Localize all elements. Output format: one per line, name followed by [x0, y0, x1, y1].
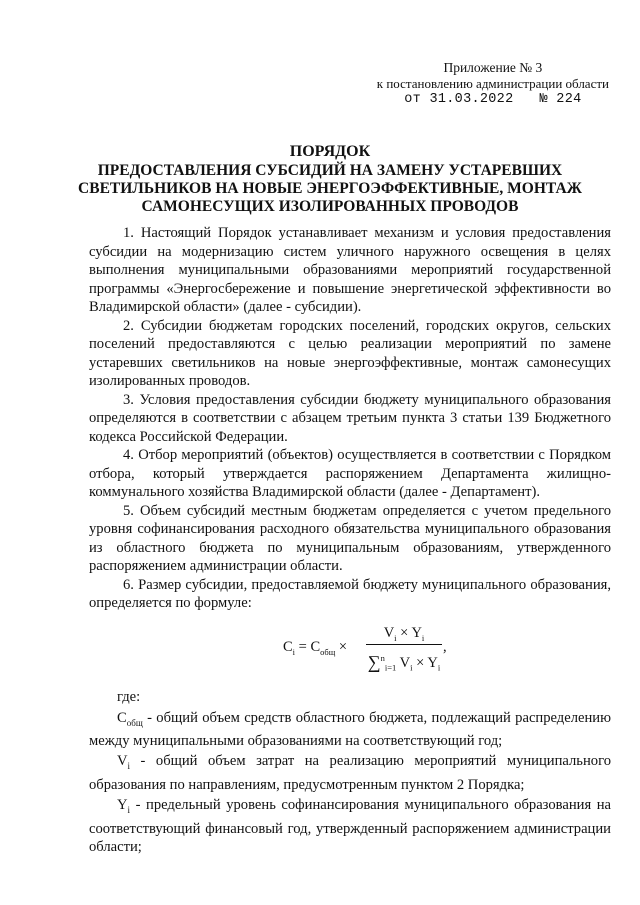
title-line-1: ПРЕДОСТАВЛЕНИЯ СУБСИДИЙ НА ЗАМЕНУ УСТАРЕВШИХ [97, 162, 563, 179]
formula-c-total-sub: общ [320, 646, 336, 657]
appendix-reference: к постановлению администрации области [376, 76, 609, 91]
formula-lhs [283, 639, 347, 657]
num-y: Y [411, 625, 422, 641]
subsidy-formula [283, 624, 483, 672]
legend-y-text: - предельный уровень софинансирования муниципального образования на соответствующий финансовый год, утвержденный распоряжением администрации области; [89, 797, 611, 856]
formula-times: × [335, 639, 348, 655]
den-times: × [412, 654, 428, 671]
title-heading: ПОРЯДОК [289, 143, 371, 160]
formula-c: C [283, 639, 293, 655]
formula-c-sub: i [292, 646, 296, 657]
fraction-bar [366, 644, 442, 645]
appendix-number: Приложение № 3 [443, 60, 543, 75]
legend-c-total [89, 709, 611, 751]
formula-legend [89, 688, 611, 857]
legend-where: где: [117, 689, 141, 705]
title-line-3: САМОНЕСУЩИХ ИЗОЛИРОВАННЫХ ПРОВОДОВ [141, 198, 519, 215]
formula-c-total: C [310, 639, 321, 655]
formula-equals: = [295, 639, 311, 655]
formula-denominator [366, 648, 442, 673]
legend-c-symbol: С [117, 709, 127, 726]
paragraph-5: 5. Объем субсидий местным бюджетам определяется с учетом предельного уровня софинансирования расходного обязательства муниципального образования из областного бюджета по муниципальным образованиям, утвержденного распоряжением администрации области. [89, 502, 611, 574]
document-body [89, 224, 611, 613]
num-v-sub: i [394, 632, 397, 643]
legend-v-text: - общий объем затрат на реализацию мероприятий муниципального образования по направлениям, предусмотренным пунктом 2 Порядка; [89, 753, 611, 793]
paragraph-4: 4. Отбор мероприятий (объектов) осуществляется в соответствии с Порядком отбора, который утверждается распоряжением Департамента жилищно-коммунального хозяйства Владимирской области (далее - Департамент). [89, 447, 611, 500]
legend-y [89, 796, 611, 856]
legend-v [89, 752, 611, 794]
den-y-sub: i [437, 662, 441, 673]
num-times: × [396, 625, 412, 641]
sum-symbol: ∑ [367, 651, 381, 672]
appendix-date-line [377, 92, 609, 108]
legend-c-text: - общий объем средств областного бюджета, подлежащий распределению между муниципальными образованиями на соответствующий год; [89, 709, 611, 749]
appendix-date: от 31.03.2022 [404, 92, 514, 107]
formula-comma: , [443, 639, 447, 655]
appendix-doc-number: № 224 [539, 92, 582, 107]
title-line-2: СВЕТИЛЬНИКОВ НА НОВЫЕ ЭНЕРГОЭФФЕКТИВНЫЕ, МОНТАЖ [78, 180, 582, 197]
formula-numerator [366, 624, 442, 642]
paragraph-6: 6. Размер субсидии, предоставляемой бюджету муниципального образования, определяется по формуле: [89, 576, 611, 611]
paragraph-3: 3. Условия предоставления субсидии бюджету муниципального образования определяются в соответствии с абзацем третьим пункта 3 статьи 139 Бюджетного кодекса Российской Федерации. [89, 391, 611, 445]
appendix-header [377, 60, 609, 108]
document-title [60, 143, 600, 216]
formula-fraction [366, 624, 442, 673]
paragraph-1: 1. Настоящий Порядок устанавливает механизм и условия предоставления субсидии на модернизацию систем уличного наружного освещения в целях выполнения муниципальными образованиями мероприятий государственной программы «Энергосбережение и повышение энергетической эффективности во Владимирской области» (далее - субсидии). [89, 225, 611, 315]
num-v: V [383, 625, 395, 641]
legend-v-symbol: V [117, 753, 128, 770]
den-v: V [399, 654, 411, 671]
sum-upper: n [380, 653, 385, 663]
paragraph-2: 2. Субсидии бюджетам городских поселений, городских округов, сельских поселений предоставляются с целью реализации мероприятий по замене устаревших светильников на новые энергоэффективные, монтаж самонесущих изолированных проводов. [89, 317, 611, 389]
legend-c-sub: общ [126, 717, 143, 728]
legend-y-sub: i [127, 805, 131, 816]
legend-v-sub: i [127, 761, 131, 772]
den-v-sub: i [410, 662, 413, 673]
den-y: Y [427, 654, 438, 671]
legend-y-symbol: Y [117, 797, 128, 814]
sum-lower: i=1 [384, 662, 397, 673]
num-y-sub: i [421, 632, 425, 643]
